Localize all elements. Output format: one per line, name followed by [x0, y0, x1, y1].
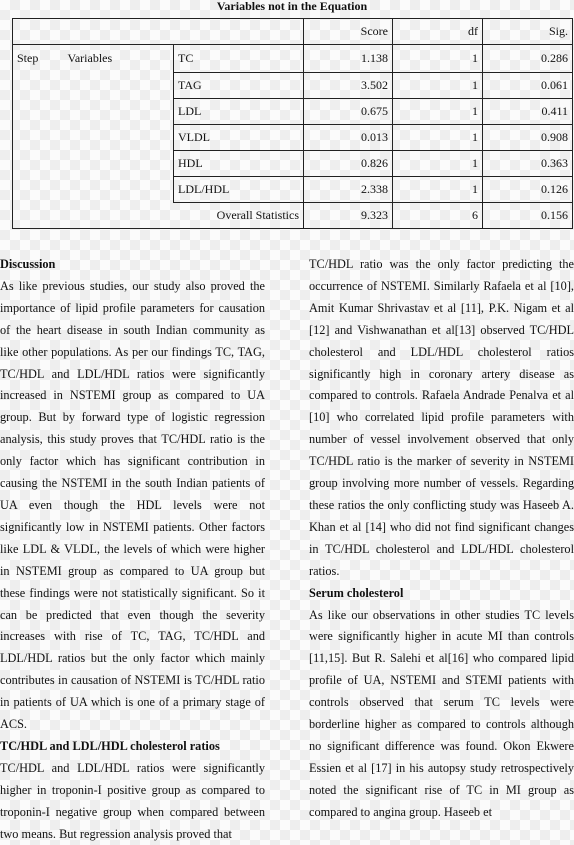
header-score: Score — [304, 19, 393, 45]
header-df: df — [393, 19, 483, 45]
overall-label: Overall Statistics — [64, 203, 304, 229]
variables-table — [12, 18, 573, 229]
header-empty-cell — [64, 19, 174, 45]
ratios-heading: TC/HDL and LDL/HDL cholesterol ratios — [0, 738, 220, 753]
df-cell: 1 — [393, 177, 483, 203]
table-title: Variables not in the Equation — [216, 0, 368, 13]
empty-cell — [13, 177, 64, 203]
score-cell: 3.502 — [304, 73, 393, 99]
overall-sig: 0.156 — [483, 203, 573, 229]
empty-cell — [64, 99, 174, 125]
overall-score: 9.323 — [304, 203, 393, 229]
serum-cholesterol-paragraph: As like our observations in other studies TC levels were significantly higher in acute MI than controls [11,15]. But R. Salehi et al[16] who compared lipid profile of UA, NSTEMI and STEMI patients with controls observed that serum TC levels were borderline higher as compared to controls although no significant difference was found. Okon Ekwere Essien et al [17] in his autopsy study retrospectively noted the significant rise of TC in MI group as compared to angina group. Haseeb et — [309, 607, 574, 819]
table-row — [13, 73, 573, 99]
empty-cell — [13, 151, 64, 177]
step-label: Step — [13, 45, 64, 73]
table-header-row — [13, 19, 573, 45]
empty-cell — [64, 73, 174, 99]
score-cell: 0.826 — [304, 151, 393, 177]
df-cell: 1 — [393, 151, 483, 177]
overall-df: 6 — [393, 203, 483, 229]
header-sig: Sig. — [483, 19, 573, 45]
sig-cell: 0.286 — [483, 45, 573, 73]
sig-cell: 0.411 — [483, 99, 573, 125]
variable-name: VLDL — [174, 125, 304, 151]
df-cell: 1 — [393, 99, 483, 125]
table-row — [13, 177, 573, 203]
serum-cholesterol-heading: Serum cholesterol — [309, 585, 404, 600]
discussion-heading: Discussion — [0, 257, 56, 271]
variable-name: TC — [174, 45, 304, 73]
df-cell: 1 — [393, 125, 483, 151]
sig-cell: 0.908 — [483, 125, 573, 151]
continued-paragraph: TC/HDL ratio was the only factor predicting the occurrence of NSTEMI. Similarly Rafaela et al [10], Amit Kumar Shrivastav et al [11], P.K. Nigam et al [12] and Vishwanathan et al[13] observed TC/HDL cholesterol and LDL/HDL cholesterol ratios significantly high in coronary artery disease as compared to controls. Rafaela Andrade Penalva et al [10] who correlated lipid profile parameters with number of vessel involvement observed that only TC/HDL ratio is the marker of severity in NSTEMI group involving more number of vessels. Regarding these ratios the only conflicting study was Haseeb A. Khan et al [14] who did not find significant changes in TC/HDL cholesterol and LDL/HDL cholesterol ratios. — [309, 257, 574, 578]
sig-cell: 0.061 — [483, 73, 573, 99]
sig-cell: 0.363 — [483, 151, 573, 177]
score-cell: 0.013 — [304, 125, 393, 151]
variables-table-section — [12, 0, 572, 229]
variables-label: Variables — [64, 45, 174, 73]
df-cell: 1 — [393, 45, 483, 73]
sig-cell: 0.126 — [483, 177, 573, 203]
header-empty-cell — [13, 19, 64, 45]
empty-cell — [13, 125, 64, 151]
discussion-paragraph: As like previous studies, our study also proved the importance of lipid profile parameters for causation of the heart disease in south Indian community as like other populations. As per our findings TC, TAG, TC/HDL and LDL/HDL ratios were significantly increased in NSTEMI group as compared to UA group. But by forward type of logistic regression analysis, this study proves that TC/HDL ratio is the only factor which has significant contribution in causing the NSTEMI in the south Indian patients of UA even though the HDL levels were not significantly low in NSTEMI patients. Other factors like LDL & VLDL, the levels of which were higher in NSTEMI group as compared to UA group but these findings were not statistically significant. So it can be predicted that even though the severity increases with rise of TC, TAG, TC/HDL and LDL/HDL ratios but the only factor which mainly contributes in causation of NSTEMI is TC/HDL ratio in patients of UA which is one of a primary stage of ACS. — [0, 278, 265, 732]
empty-cell — [64, 177, 174, 203]
empty-cell — [64, 151, 174, 177]
variable-name: LDL/HDL — [174, 177, 304, 203]
left-column — [0, 254, 265, 845]
variable-name: TAG — [174, 73, 304, 99]
table-row — [13, 45, 573, 73]
score-cell: 0.675 — [304, 99, 393, 125]
header-empty-cell — [174, 19, 304, 45]
score-cell: 1.138 — [304, 45, 393, 73]
score-cell: 2.338 — [304, 177, 393, 203]
right-column — [309, 254, 574, 824]
table-row — [13, 151, 573, 177]
empty-cell — [64, 125, 174, 151]
df-cell: 1 — [393, 73, 483, 99]
ratios-paragraph: TC/HDL and LDL/HDL ratios were significantly higher in troponin-I positive group as compared to troponin-I negative group when compared between two means. But regression analysis proved that — [0, 760, 265, 841]
variable-name: LDL — [174, 99, 304, 125]
empty-cell — [13, 99, 64, 125]
variable-name: HDL — [174, 151, 304, 177]
table-row — [13, 99, 573, 125]
table-row — [13, 125, 573, 151]
empty-cell — [13, 203, 64, 229]
overall-row — [13, 203, 573, 229]
empty-cell — [13, 73, 64, 99]
